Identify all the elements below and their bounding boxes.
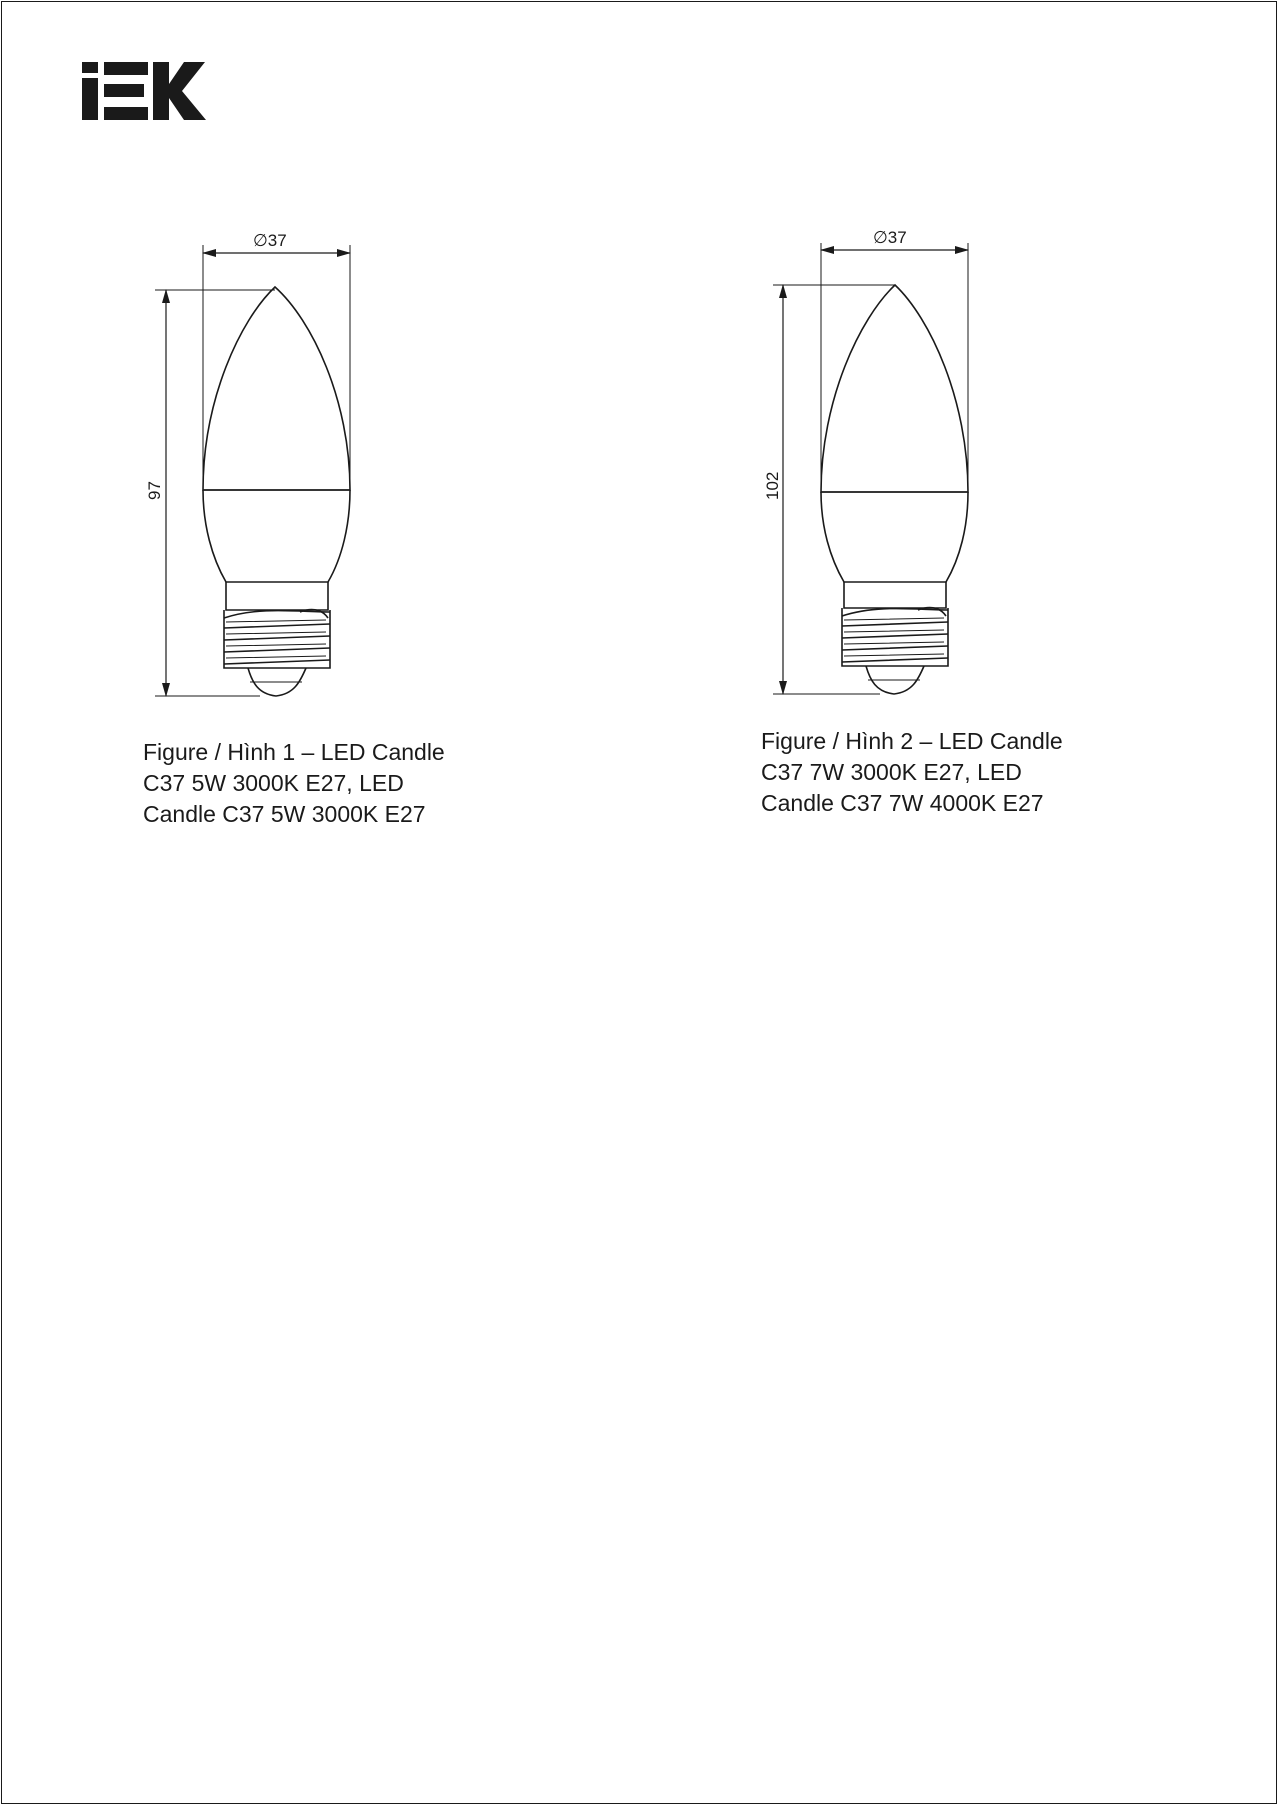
bulb-body	[203, 490, 350, 582]
figure-1-caption: Figure / Hình 1 – LED Candle C37 5W 3000K E27, LED Candle C37 5W 3000K E27	[143, 739, 445, 827]
technical-drawing	[0, 0, 1280, 760]
lamp-figure-1	[155, 245, 350, 696]
figure-1-diameter-label: ∅37	[253, 231, 287, 250]
figure-1-height-label: 97	[145, 481, 164, 500]
screw-base	[842, 608, 948, 694]
figure-2-diameter-label: ∅37	[873, 228, 907, 247]
bulb-glass	[203, 287, 350, 490]
figure-2-height-label: 102	[763, 471, 782, 500]
figure-2-caption: Figure / Hình 2 – LED Candle C37 7W 3000K E27, LED Candle C37 7W 4000K E27	[761, 728, 1063, 816]
bulb-glass	[821, 285, 968, 492]
lamp-figure-2	[773, 243, 968, 694]
screw-base	[224, 610, 330, 696]
bulb-body	[821, 492, 968, 582]
